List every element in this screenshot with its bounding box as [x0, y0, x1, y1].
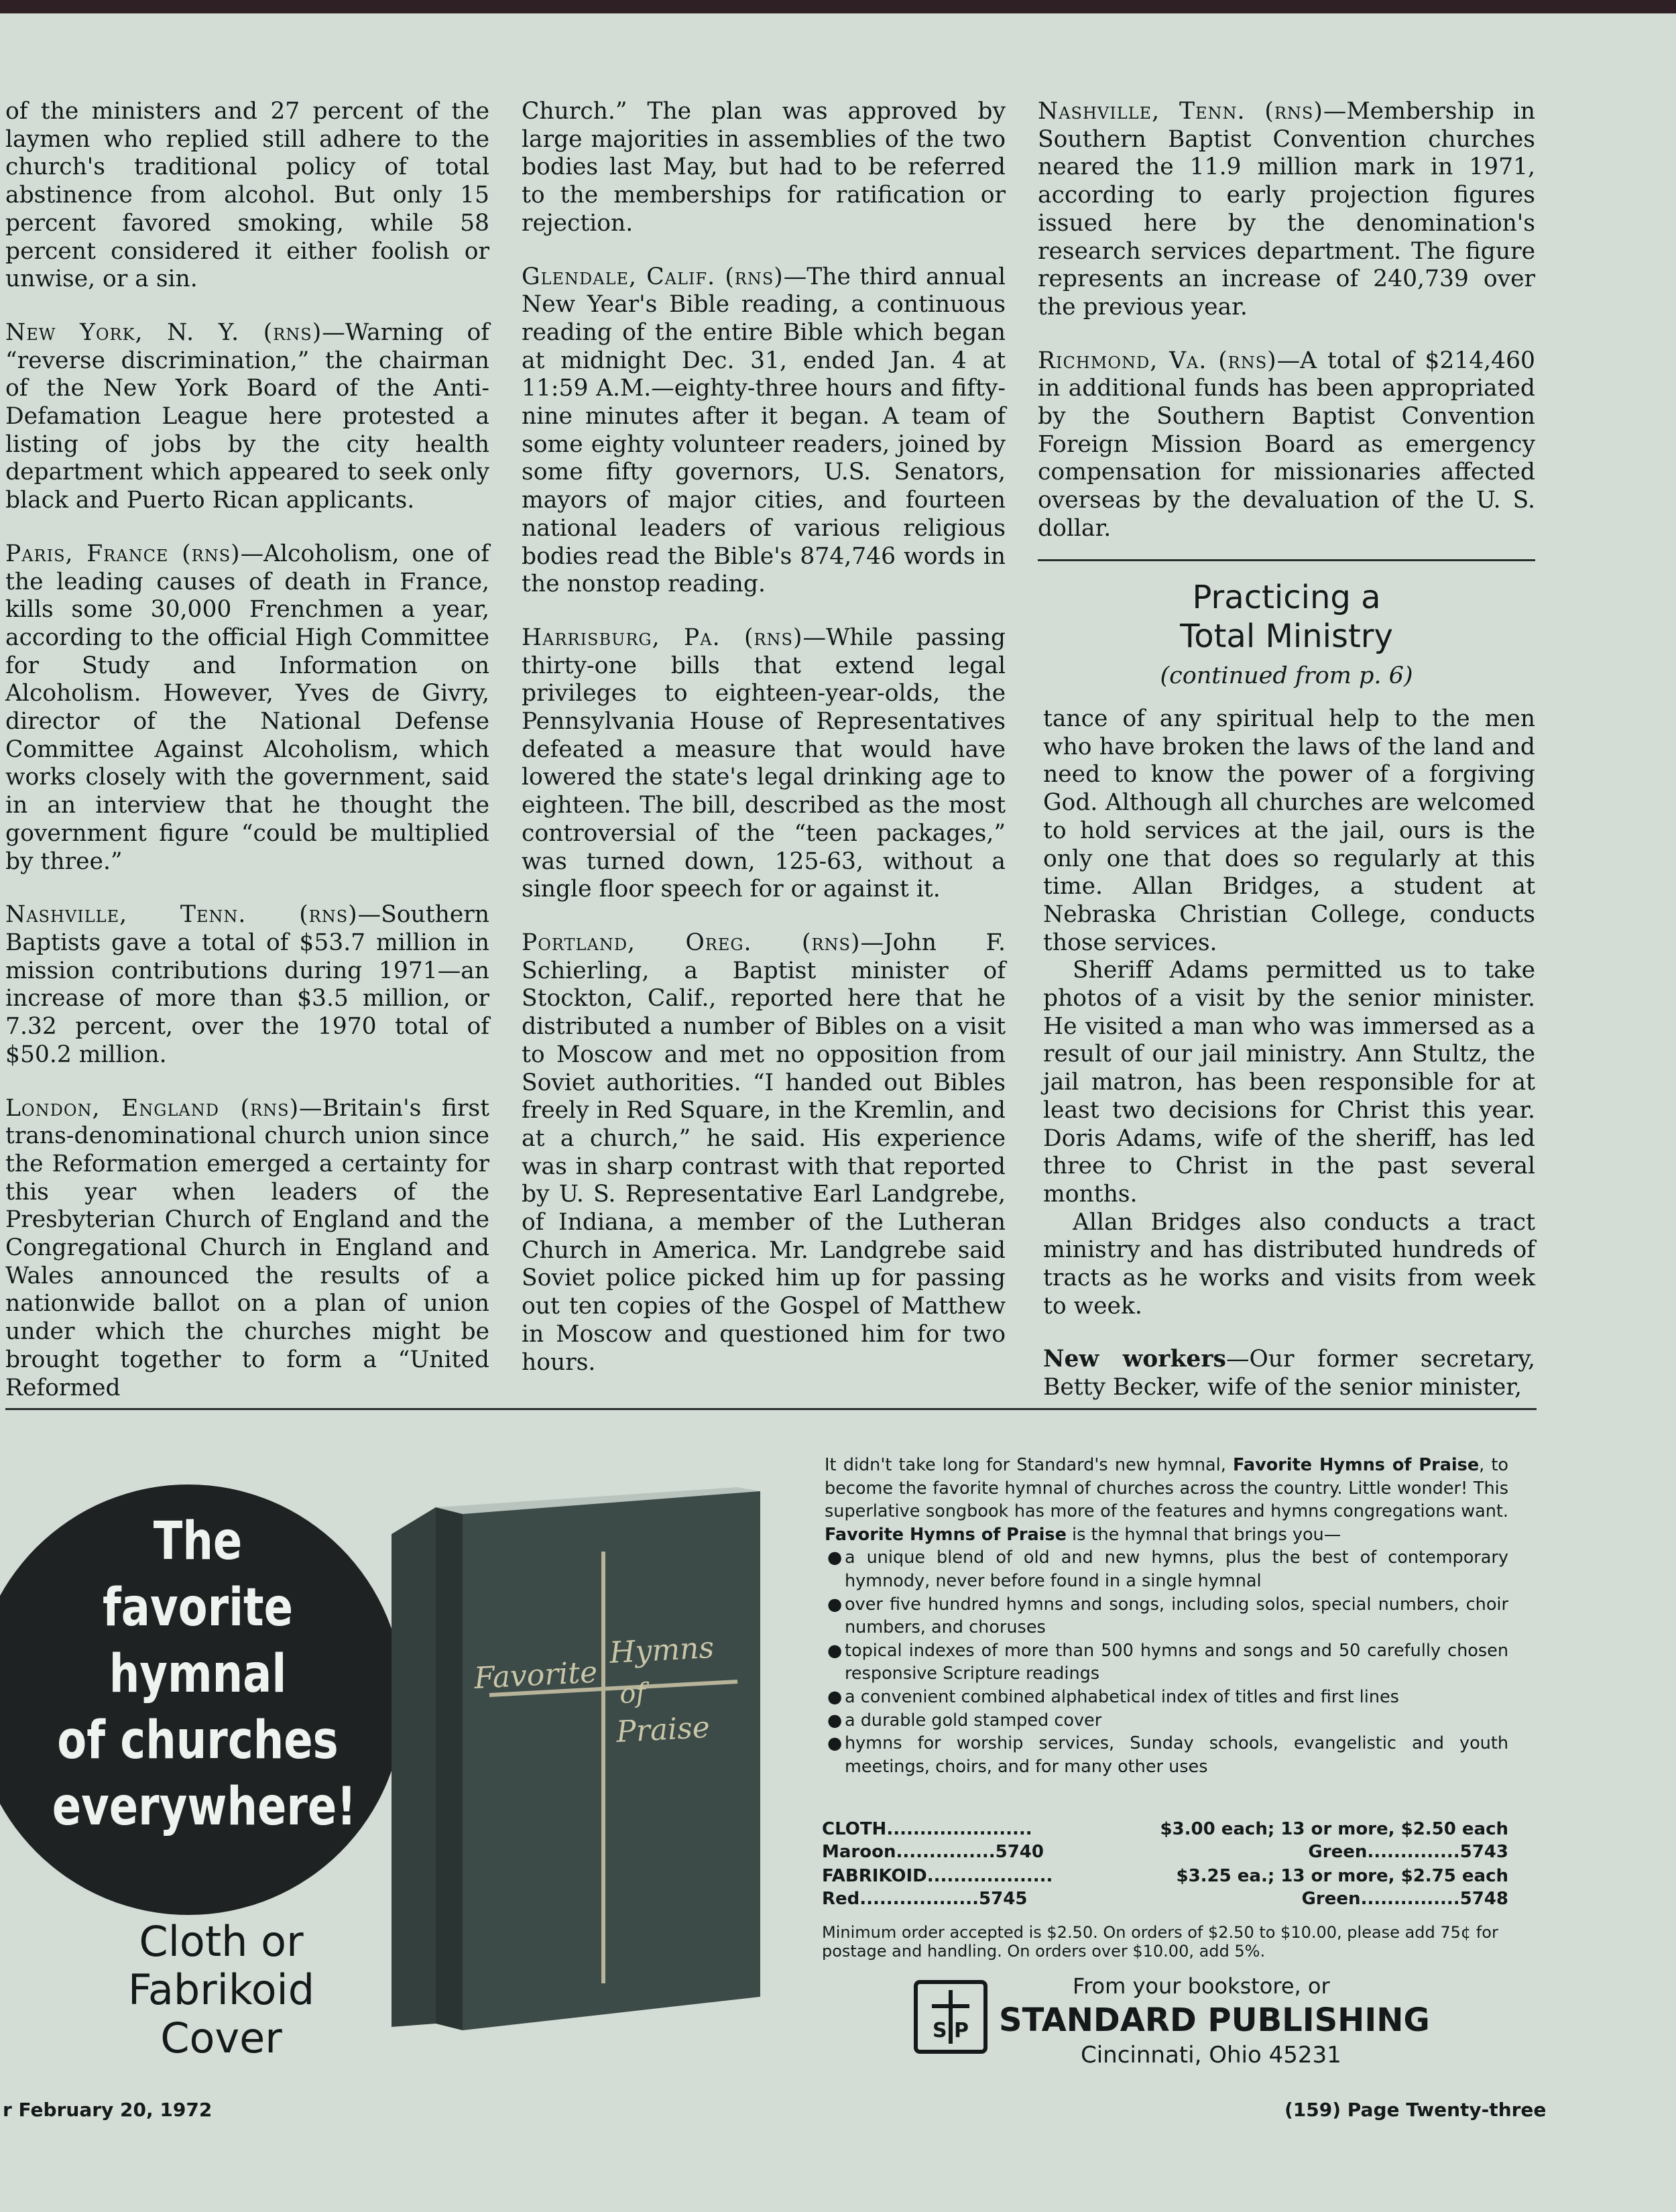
article-paragraph: Glendale, Calif. (rns)—The third annual New Year's Bible reading, a continuous reading of the entire Bible which began at midnight Dec. 31, ended Jan. 4 at 11:59 A.M.—eighty-three hours and fifty-nine minutes after it began. A team of some eighty volunteer readers, joined by some fifty governors, U.S. Senators, mayors of major cities, and fourteen national leaders of various religious bodies read the Bible's 874,746 words in the nonstop reading.: [522, 263, 1006, 598]
article-paragraph: Richmond, Va. (rns)—A total of $214,460 in additional funds has been appropriated by the Southern Baptist Convention Foreign Mission Board as emergency compensation for missionaries affected overseas by the devaluation of the U. S. dollar.: [1038, 347, 1535, 542]
bullet-icon: ●: [827, 1594, 843, 1615]
price-row-cloth-colors: Maroon...............5740 Green..............5743: [822, 1842, 1508, 1862]
book-cover: [463, 1491, 760, 2030]
book-title-right: Praise: [615, 1710, 711, 1749]
article-paragraph: Sheriff Adams permitted us to take photos of a visit by the senior minister. He visited a man who was immersed as a result of our jail ministry. Ann Stultz, the jail matron, has been responsible for at least two decisions for Christ this year. Doris Adams, wife of the sheriff, has led three to Christ in the past several months.: [1043, 957, 1535, 1208]
list-item: ● topical indexes of more than 500 hymns and songs and 50 carefully chosen responsive Scripture readings: [827, 1640, 1508, 1684]
continued-from-note: (continued from p. 6): [1160, 662, 1413, 689]
publisher-city: Cincinnati, Ohio 45231: [1081, 2042, 1341, 2069]
list-item: ● a convenient combined alphabetical index of titles and first lines: [825, 1686, 1508, 1709]
dateline: New York, N. Y. (rns): [5, 318, 322, 346]
article-paragraph: Church.” The plan was approved by large majorities in assemblies of the two bodies last May, but had to be referred to the memberships for ratification or rejection.: [522, 98, 1006, 237]
bullet-icon: ●: [827, 1733, 843, 1754]
column-1: [5, 98, 489, 1428]
list-item: ● a unique blend of old and new hymns, plus the best of contemporary hymnody, never before found in a single hymnal: [827, 1548, 1508, 1591]
publisher-name: STANDARD PUBLISHING: [999, 2001, 1430, 2039]
article-paragraph: Allan Bridges also conducts a tract ministry and has distributed hundreds of tracts as he works and visits from week to week.: [1043, 1208, 1535, 1320]
article-paragraph: London, England (rns)—Britain's first trans-denominational church union since the Reformation emerged a certainty for this year when leaders of the Presbyterian Church of England and the Congregational Church in England and Wales announced the results of a nationwide ballot on a plan of union under which the churches might be brought together to form a “United Reformed: [5, 1094, 490, 1401]
list-item: ● a durable gold stamped cover: [825, 1709, 1508, 1733]
book-spine: [392, 1507, 436, 2027]
ad-divider: [5, 1408, 1537, 1410]
bullet-icon: ●: [827, 1710, 843, 1731]
minimum-order-note: Minimum order accepted is $2.50. On orders of $2.50 to $10.00, please add 75¢ for postage and handling. On orders over $10.00, add 5%.: [822, 1923, 1498, 1961]
article-paragraph: Portland, Oreg. (rns)—John F. Schierling, a Baptist minister of Stockton, Calif., reported here that he distributed a number of Bibles on a visit to Moscow and met no opposition from Soviet authorities. “I handed out Bibles freely in Red Square, in the Kremlin, and at a church,” he said. His experience was in sharp contrast with that reported by U. S. Representative Earl Landgrebe, of Indiana, a member of the Lutheran Church in America. Mr. Landgrebe said Soviet police picked him up for passing out ten copies of the Gospel of Matthew in Moscow and questioned him for two hours.: [522, 929, 1006, 1376]
bullet-icon: ●: [827, 1640, 843, 1661]
column-divider: [1038, 559, 1535, 561]
price-row-fabrikoid-colors: Red..................5745 Green...............5748: [822, 1889, 1508, 1909]
bullet-icon: ●: [827, 1686, 843, 1707]
feature-list: [825, 1546, 1508, 1778]
article-paragraph: of the ministers and 27 percent of the laymen who replied still adhere to the church's traditional policy of total abstinence from alcohol. But only 15 percent favored smoking, while 58 percent considered it either foolish or unwise, or a sin.: [5, 98, 489, 293]
article-paragraph: Nashville, Tenn. (rns)—Southern Baptists gave a total of $53.7 million in mission contributions during 1971—an increase of more than $3.5 million, or 7.32 percent, over the 1970 total of $50.2 million.: [5, 901, 489, 1068]
article-paragraph: Paris, France (rns)—Alcoholism, one of the leading causes of death in France, kills some 30,000 Frenchmen a year, according to the official High Committee for Study and Information on Alcoholism. However, Yves de Givry, director of the National Defense Committee Against Alcoholism, which works closely with the government, said in an interview that he thought the government figure “could be multiplied by three.”: [5, 540, 489, 875]
footer-date: r February 20, 1972: [3, 2099, 213, 2121]
ad-intro: It didn't take long for Standard's new hymnal, Favorite Hymns of Praise, to become the favorite hymnal of churches across the country. Little wonder! This superlative songbook has more of the features and hymns congregations want. Favorite Hymns of Praise is the hymnal that brings you—: [825, 1455, 1509, 1545]
article-paragraph: New York, N. Y. (rns)—Warning of “reverse discrimination,” the chairman of the New York Board of the Anti-Defamation League here protested a listing of jobs by the city health department which appeared to seek only black and Puerto Rican applicants.: [5, 318, 489, 514]
list-item: ● hymns for worship services, Sunday schools, evangelistic and youth meetings, choirs, and for many other uses: [827, 1733, 1508, 1777]
dateline: Paris, France (rns): [5, 540, 241, 567]
article-paragraph: Harrisburg, Pa. (rns)—While passing thirty-one bills that extend legal privileges to eighteen-year-olds, the Pennsylvania House of Representatives defeated a measure that would have lowered the state's legal drinking age to eighteen. The bill, described as the most controversial of the “teen packages,” was turned down, 125-63, without a single floor speech for or against it.: [522, 624, 1006, 903]
standard-publishing-logo: [912, 1978, 990, 2056]
article-paragraph: New workers—Our former secretary, Betty Becker, wife of the senior minister,: [1043, 1346, 1535, 1401]
dateline: Glendale, Calif. (rns): [522, 263, 784, 290]
bullet-icon: ●: [827, 1548, 843, 1568]
dateline: Nashville, Tenn. (rns): [1038, 98, 1323, 125]
subhead: New workers: [1043, 1346, 1226, 1373]
list-item: ● over five hundred hymns and songs, including solos, special numbers, choir numbers, and choruses: [827, 1594, 1508, 1638]
column-3: [1038, 98, 1535, 569]
bookstore-line: From your bookstore, or: [1073, 1973, 1330, 1999]
dateline: Harrisburg, Pa. (rns): [522, 624, 803, 651]
article-paragraph: Nashville, Tenn. (rns)—Membership in Southern Baptist Convention churches neared the 11.9 million mark in 1971, according to early projection figures issued here by the denomination's research services department. The figure represents an increase of 240,739 over the previous year.: [1038, 98, 1535, 321]
footer-page-number: (159) Page Twenty-three: [1284, 2099, 1547, 2121]
book-title-right: of: [619, 1678, 647, 1710]
ad-cover-options: Cloth or Fabrikoid Cover: [127, 1917, 315, 2062]
article-paragraph: tance of any spiritual help to the men who have broken the laws of the land and need to know the power of a forgiving God. Although all churches are welcomed to hold services at the jail, ours is the only one that does so regularly at this time. Allan Bridges, a student at Nebraska Christian College, conducts those services.: [1043, 705, 1535, 956]
book-title-right: Hymns: [608, 1630, 715, 1670]
dateline: Nashville, Tenn. (rns): [5, 901, 358, 929]
dateline: Portland, Oreg. (rns): [522, 929, 861, 956]
price-row-cloth: CLOTH...................... $3.00 each; 13 or more, $2.50 each: [822, 1819, 1508, 1839]
dateline: London, England (rns): [5, 1094, 300, 1122]
continued-article-title: Practicing a Total Ministry: [1180, 579, 1393, 655]
dateline: Richmond, Va. (rns): [1038, 347, 1277, 374]
continued-article-body: [1043, 705, 1535, 1402]
top-edge: [0, 0, 1676, 13]
ad-description: [825, 1454, 1508, 1778]
book-title-left: Favorite: [473, 1655, 599, 1696]
column-2: [522, 98, 1006, 1402]
logo-letters: S P: [932, 2019, 969, 2042]
ad-headline: The favorite hymnal of churches everywhere!: [52, 1511, 357, 1837]
price-row-fabrikoid: FABRIKOID................... $3.25 ea.; 13 or more, $2.75 each: [822, 1866, 1508, 1886]
hymnal-book-image: [389, 1487, 764, 2030]
